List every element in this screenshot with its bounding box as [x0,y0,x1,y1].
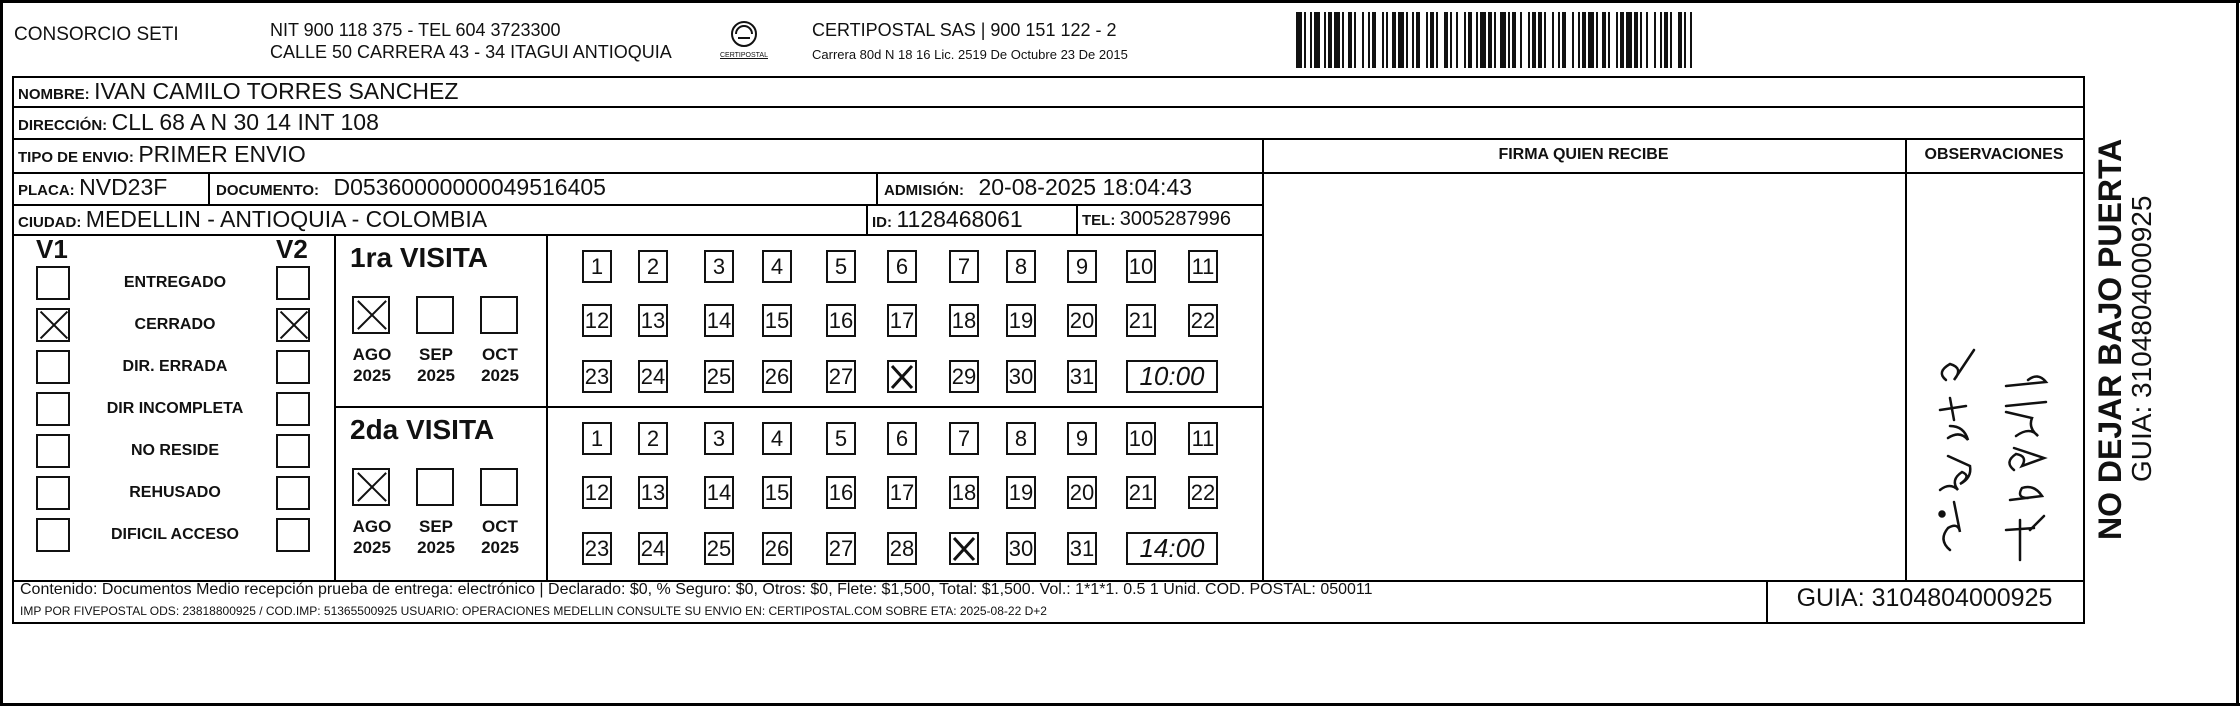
day-box[interactable]: 2 [638,422,668,455]
month-label [470,344,530,386]
top-border [0,0,2240,3]
nombre-label: NOMBRE: [18,86,90,103]
day-box[interactable]: 18 [949,304,979,337]
barcode-bar [1654,12,1656,68]
footer-contenido: Contenido: Documentos Medio recepción prueba de entrega: electrónico | Declarado: $0, % Seguro: $0, Otros: $0, Flete: $1,500, Total: $1,500. Vol.: 1*1*1. 0.5 1 Unid. COD. POSTAL: 050011 [20,581,1373,598]
barcode-bar [1544,12,1546,68]
day-box[interactable]: 22 [1188,476,1218,509]
day-box[interactable] [887,360,917,393]
day-box[interactable]: 2 [638,250,668,283]
barcode-bar [1562,12,1566,68]
day-box[interactable]: 17 [887,476,917,509]
barcode-bar [1508,12,1510,68]
day-box[interactable]: 15 [762,476,792,509]
month-checkbox[interactable] [352,296,390,334]
barcode-bar [1456,12,1458,68]
day-box[interactable]: 21 [1126,476,1156,509]
documento-label: DOCUMENTO: [216,182,320,199]
day-box[interactable]: 8 [1006,422,1036,455]
visit-time-box[interactable]: 14:00 [1126,532,1218,565]
barcode-bar [1412,12,1414,68]
status-label: ENTREGADO [123,274,227,291]
v1-checkbox[interactable] [36,518,70,552]
footer-guia: GUIA: 3104804000925 [1796,584,2053,612]
barcode-bar [1480,12,1486,68]
month-label [470,516,530,558]
certipostal-line2: Carrera 80d N 18 16 Lic. 2519 De Octubre 23 De 2015 [812,47,1128,62]
firma-header: FIRMA QUIEN RECIBE [1498,146,1669,163]
barcode-bar [1660,12,1662,68]
day-box[interactable]: 21 [1126,304,1156,337]
status-label: DIR. ERRADA [122,358,228,375]
direccion-value: CLL 68 A N 30 14 INT 108 [111,109,379,135]
placa-value: NVD23F [79,174,168,200]
day-box[interactable]: 30 [1006,360,1036,393]
barcode-bar [1476,12,1478,68]
logo-text: CERTIPOSTAL [720,52,768,59]
barcode-bar [1620,12,1624,68]
tel-label: TEL: [1082,212,1116,229]
barcode-bar [1572,12,1574,68]
day-box[interactable]: 8 [1006,250,1036,283]
month-checkbox[interactable] [480,296,518,334]
placa-label: PLACA: [18,182,75,199]
month-name: OCT [482,517,518,536]
barcode-bar [1416,12,1420,68]
day-box[interactable]: 23 [582,532,612,565]
ciudad-value: MEDELLIN - ANTIOQUIA - COLOMBIA [85,206,488,232]
v2-checkbox[interactable] [276,308,310,342]
documento-value: D05360000000049516405 [333,174,606,200]
month-year: 2025 [417,366,455,385]
direccion-label: DIRECCIÓN: [18,117,108,134]
day-box[interactable]: 31 [1067,360,1097,393]
barcode-bar [1646,12,1648,68]
address-line: CALLE 50 CARRERA 43 - 34 ITAGUI ANTIOQUIA [270,42,672,62]
day-box[interactable]: 10 [1126,250,1156,283]
id-label: ID: [872,214,892,231]
day-box[interactable]: 6 [887,250,917,283]
tipo-label: TIPO DE ENVIO: [18,149,134,166]
barcode-bar [1532,12,1536,68]
day-box[interactable]: 4 [762,250,792,283]
month-checkbox[interactable] [416,296,454,334]
month-year: 2025 [417,538,455,557]
barcode-bar [1578,12,1580,68]
day-box[interactable]: 27 [826,532,856,565]
day-box[interactable]: 27 [826,360,856,393]
barcode-bar [1354,12,1356,68]
day-box[interactable]: 14 [704,476,734,509]
day-box[interactable]: 16 [826,476,856,509]
v1-checkbox[interactable] [36,476,70,510]
barcode-bar [1538,12,1542,68]
barcode-bar [1640,12,1642,68]
v1-checkbox[interactable] [36,392,70,426]
barcode-bar [1626,12,1632,68]
barcode-bar [1664,12,1668,68]
barcode-bar [1678,12,1682,68]
v2-checkbox[interactable] [276,350,310,384]
direccion-row [18,109,379,136]
day-box[interactable]: 14 [704,304,734,337]
status-label: DIFICIL ACCESO [110,526,239,543]
v1-checkbox[interactable] [36,350,70,384]
month-label [406,344,466,386]
barcode-bar [1392,12,1396,68]
day-box[interactable]: 1 [582,250,612,283]
documento-row [216,174,606,201]
day-box[interactable]: 16 [826,304,856,337]
day-box[interactable]: 6 [887,422,917,455]
day-box[interactable]: 15 [762,304,792,337]
status-label: REHUSADO [129,484,221,501]
tipo-row [18,141,306,168]
barcode-bar [1512,12,1516,68]
month-name: SEP [418,517,454,536]
v2-checkbox[interactable] [276,434,310,468]
no-dejar-notice: NO DEJAR BAJO PUERTA [2092,138,2128,540]
day-box[interactable] [949,532,979,565]
day-box[interactable]: 20 [1067,476,1097,509]
day-box[interactable]: 12 [582,476,612,509]
month-label [342,344,402,386]
day-box[interactable]: 23 [582,360,612,393]
barcode-bar [1602,12,1606,68]
day-box[interactable]: 3 [704,250,734,283]
barcode-bar [1670,12,1672,68]
barcode-bar [1304,12,1306,68]
form-left-line [12,76,14,624]
barcode-bar [1426,12,1428,68]
status-label: DIR INCOMPLETA [106,400,244,417]
day-box[interactable]: 4 [762,422,792,455]
barcode-bar [1348,12,1352,68]
barcode-bar [1430,12,1434,68]
status-label: NO RESIDE [130,442,219,459]
day-box[interactable]: 24 [638,360,668,393]
barcode-bar [1684,12,1686,68]
month-label [406,516,466,558]
ciudad-label: CIUDAD: [18,214,82,231]
barcode-bar [1690,12,1692,68]
status-label: CERRADO [134,316,216,333]
handwritten-observation [1910,230,2080,570]
footer-imp: IMP POR FIVEPOSTAL ODS: 23818800925 / COD.IMP: 51365500925 USUARIO: OPERACIONES MEDELLIN CONSULTE SU ENVIO EN: CERTIPOSTAL.COM SOBRE ETA: 2025-08-22 D+2 [20,604,1047,618]
barcode-bar [1362,12,1364,68]
day-box[interactable]: 24 [638,532,668,565]
day-box[interactable]: 29 [949,360,979,393]
visit-title: 2da VISITA [350,414,495,445]
barcode-bar [1488,12,1492,68]
day-box[interactable]: 9 [1067,250,1097,283]
barcode [1296,12,1916,68]
v1-checkbox[interactable] [36,434,70,468]
right-border [2236,0,2239,706]
day-box[interactable]: 20 [1067,304,1097,337]
barcode-bar [1324,12,1326,68]
tipo-value: PRIMER ENVIO [138,141,306,167]
company-name: CONSORCIO SETI [14,24,179,45]
certipostal-line1: CERTIPOSTAL SAS | 900 151 122 - 2 [812,20,1117,40]
nit-line: NIT 900 118 375 - TEL 604 3723300 [270,20,561,40]
left-border [0,0,3,706]
barcode-bar [1382,12,1384,68]
v2-checkbox[interactable] [276,476,310,510]
day-box[interactable]: 9 [1067,422,1097,455]
barcode-bar [1368,12,1370,68]
day-box[interactable]: 19 [1006,304,1036,337]
barcode-bar [1342,12,1344,68]
month-year: 2025 [353,538,391,557]
barcode-bar [1582,12,1586,68]
day-box[interactable]: 5 [826,422,856,455]
v2-checkbox[interactable] [276,518,310,552]
day-box[interactable]: 31 [1067,532,1097,565]
day-box[interactable]: 26 [762,360,792,393]
day-box[interactable]: 12 [582,304,612,337]
barcode-bar [1372,12,1376,68]
month-name: AGO [352,345,392,364]
barcode-bar [1494,12,1496,68]
v2-checkbox[interactable] [276,266,310,300]
side-guia: GUIA: 3104804000925 [2126,195,2157,482]
barcode-bar [1314,12,1320,68]
barcode-bar [1436,12,1438,68]
id-value: 1128468061 [896,206,1023,232]
placa-row [18,174,167,201]
day-box[interactable]: 25 [704,532,734,565]
nombre-row [18,78,458,105]
day-cross-mark [889,363,915,391]
month-name: OCT [482,345,518,364]
barcode-bar [1588,12,1594,68]
month-checkbox[interactable] [352,468,390,506]
day-box[interactable]: 18 [949,476,979,509]
barcode-bar [1596,12,1598,68]
v1-checkbox[interactable] [36,308,70,342]
ciudad-row [18,206,487,233]
v2-checkbox[interactable] [276,392,310,426]
barcode-bar [1334,12,1340,68]
tel-row [1082,208,1231,231]
barcode-bar [1634,12,1638,68]
day-box[interactable]: 13 [638,476,668,509]
barcode-bar [1464,12,1466,68]
day-box[interactable]: 11 [1188,250,1218,283]
visit-title: 1ra VISITA [350,242,488,273]
day-box[interactable]: 25 [704,360,734,393]
admision-label: ADMISIÓN: [884,182,964,199]
barcode-bar [1450,12,1452,68]
day-box[interactable]: 30 [1006,532,1036,565]
v1-header: V1 [36,234,68,264]
month-year: 2025 [481,538,519,557]
day-box[interactable]: 1 [582,422,612,455]
v1-checkbox[interactable] [36,266,70,300]
barcode-bar [1398,12,1404,68]
barcode-bar [1608,12,1610,68]
day-box[interactable]: 5 [826,250,856,283]
nombre-value: IVAN CAMILO TORRES SANCHEZ [94,78,459,104]
id-row [872,206,1023,233]
day-box[interactable]: 7 [949,422,979,455]
admision-row [884,174,1192,201]
day-box[interactable]: 22 [1188,304,1218,337]
barcode-bar [1468,12,1472,68]
day-box[interactable]: 11 [1188,422,1218,455]
barcode-bar [1444,12,1448,68]
month-year: 2025 [481,366,519,385]
barcode-bar [1296,12,1302,68]
day-cross-mark [951,535,977,563]
month-checkbox[interactable] [480,468,518,506]
visit-time-box[interactable]: 10:00 [1126,360,1218,393]
barcode-bar [1328,12,1332,68]
barcode-bar [1386,12,1388,68]
day-box[interactable]: 10 [1126,422,1156,455]
month-checkbox[interactable] [416,468,454,506]
barcode-bar [1520,12,1522,68]
barcode-bar [1310,12,1312,68]
v2-header: V2 [276,234,308,264]
day-box[interactable]: 17 [887,304,917,337]
day-box[interactable]: 19 [1006,476,1036,509]
month-label [342,516,402,558]
month-name: AGO [352,517,392,536]
barcode-bar [1616,12,1618,68]
month-name: SEP [418,345,454,364]
certipostal-logo [716,18,772,64]
barcode-bar [1528,12,1530,68]
barcode-bar [1406,12,1408,68]
day-box[interactable]: 26 [762,532,792,565]
form-bottom-line [12,622,2085,624]
barcode-bar [1500,12,1506,68]
tel-value: 3005287996 [1119,208,1232,230]
day-box[interactable]: 28 [887,532,917,565]
barcode-bar [1552,12,1554,68]
day-box[interactable]: 3 [704,422,734,455]
month-year: 2025 [353,366,391,385]
observaciones-header: OBSERVACIONES [1924,146,2064,163]
barcode-bar [1558,12,1560,68]
day-box[interactable]: 13 [638,304,668,337]
day-box[interactable]: 7 [949,250,979,283]
admision-value: 20-08-2025 18:04:43 [978,174,1193,200]
